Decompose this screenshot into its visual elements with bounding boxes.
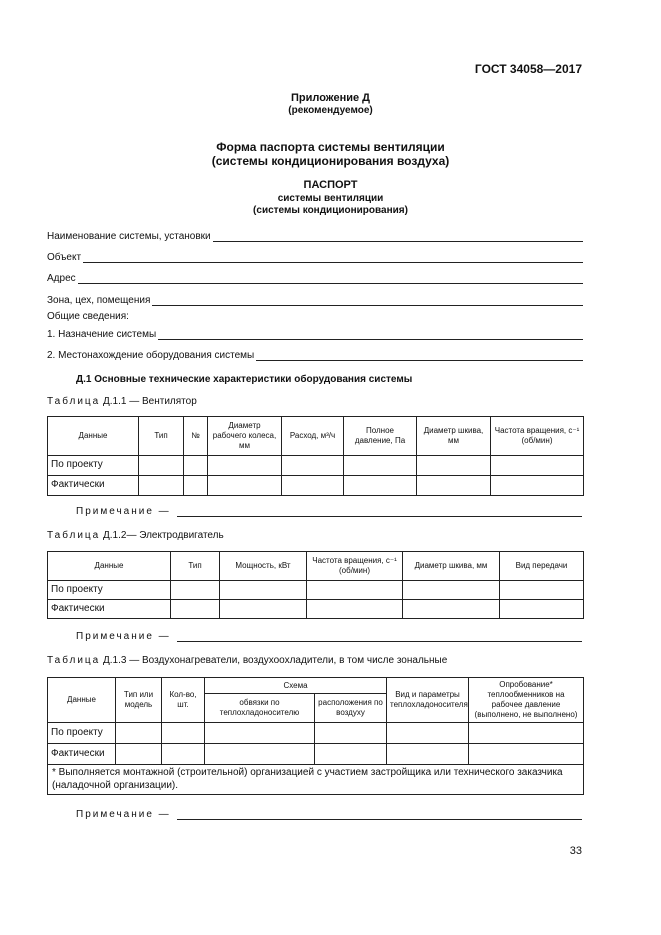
header-cell: Опробование* теплообменников на рабочее давление (выполнено, не выполнено) bbox=[469, 678, 584, 723]
fill-line[interactable] bbox=[177, 808, 582, 820]
header-cell: Тип bbox=[139, 417, 184, 456]
table-cell[interactable] bbox=[307, 600, 403, 619]
field-label: Объект bbox=[47, 252, 82, 263]
table-header-row bbox=[48, 417, 584, 456]
field-label: Зона, цех, помещения bbox=[47, 295, 151, 306]
header-cell: Полное давление, Па bbox=[344, 417, 417, 456]
table-cell[interactable] bbox=[500, 581, 584, 600]
table-header-row bbox=[48, 552, 584, 581]
table-fan bbox=[47, 416, 584, 496]
table-cell[interactable] bbox=[184, 476, 208, 496]
table3-note[interactable] bbox=[76, 806, 582, 820]
table-cell[interactable] bbox=[469, 723, 584, 744]
table-motor bbox=[47, 551, 584, 619]
table-footnote: * Выполняется монтажной (строительной) организацией с участием застройщика или технического заказчика (наладочной организации). bbox=[48, 765, 584, 795]
row-label: По проекту bbox=[48, 581, 171, 600]
table1-note[interactable] bbox=[76, 503, 582, 517]
passport-title: ПАСПОРТ bbox=[303, 179, 358, 191]
caption-prefix: Таблица bbox=[47, 530, 101, 541]
table-header-row bbox=[48, 678, 584, 694]
table-row bbox=[48, 456, 584, 476]
table-cell[interactable] bbox=[205, 744, 315, 765]
table-cell[interactable] bbox=[208, 456, 282, 476]
general-info-title: Общие сведения: bbox=[47, 311, 129, 322]
table3-caption bbox=[47, 655, 447, 666]
field-zone[interactable] bbox=[47, 292, 583, 306]
header-cell: Диаметр шкива, мм bbox=[417, 417, 491, 456]
header-cell: Тип bbox=[171, 552, 220, 581]
caption-rest: Д.1.3 — Воздухонагреватели, воздухоохладители, в том числе зональные bbox=[103, 655, 448, 666]
table-row bbox=[48, 476, 584, 496]
header-cell: Данные bbox=[48, 678, 116, 723]
row-label: По проекту bbox=[48, 723, 116, 744]
table-cell[interactable] bbox=[491, 476, 584, 496]
table-heaters bbox=[47, 677, 584, 795]
table-cell[interactable] bbox=[162, 723, 205, 744]
table-row bbox=[48, 744, 584, 765]
header-cell: Диаметр шкива, мм bbox=[403, 552, 500, 581]
table-cell[interactable] bbox=[282, 476, 344, 496]
table-cell[interactable] bbox=[344, 456, 417, 476]
table-cell[interactable] bbox=[139, 476, 184, 496]
field-object[interactable] bbox=[47, 249, 583, 263]
appendix-status: (рекомендуемое) bbox=[288, 105, 373, 116]
header-cell: Данные bbox=[48, 417, 139, 456]
field-location[interactable] bbox=[47, 347, 583, 361]
fill-line[interactable] bbox=[177, 505, 582, 517]
table-cell[interactable] bbox=[315, 723, 387, 744]
caption-prefix: Таблица bbox=[47, 655, 101, 666]
fill-line[interactable] bbox=[177, 630, 582, 642]
caption-rest: Д.1.2— Электродвигатель bbox=[103, 530, 224, 541]
field-purpose[interactable] bbox=[47, 326, 583, 340]
fill-line[interactable] bbox=[256, 349, 583, 361]
field-system-name[interactable] bbox=[47, 228, 583, 242]
header-cell: расположения по воздуху bbox=[315, 694, 387, 723]
table-cell[interactable] bbox=[417, 456, 491, 476]
section-d1-title: Д.1 Основные технические характеристики оборудования системы bbox=[76, 374, 413, 385]
header-cell: Диаметр рабочего колеса, мм bbox=[208, 417, 282, 456]
table-cell[interactable] bbox=[500, 600, 584, 619]
table2-note[interactable] bbox=[76, 628, 582, 642]
row-label: Фактически bbox=[48, 600, 171, 619]
header-cell: Тип или модель bbox=[116, 678, 162, 723]
fill-line[interactable] bbox=[83, 251, 583, 263]
header-cell: Мощность, кВт bbox=[220, 552, 307, 581]
table-cell[interactable] bbox=[184, 456, 208, 476]
caption-rest: Д.1.1 — Вентилятор bbox=[103, 396, 197, 407]
table-cell[interactable] bbox=[282, 456, 344, 476]
table-cell[interactable] bbox=[469, 744, 584, 765]
table2-caption bbox=[47, 530, 224, 541]
table-row bbox=[48, 723, 584, 744]
appendix-title: Приложение Д bbox=[291, 92, 370, 104]
row-label: По проекту bbox=[48, 456, 139, 476]
header-cell: Расход, м³/ч bbox=[282, 417, 344, 456]
passport-line2: (системы кондиционирования) bbox=[253, 205, 408, 216]
table-cell[interactable] bbox=[220, 600, 307, 619]
header-cell: Частота вращения, с⁻¹ (об/мин) bbox=[307, 552, 403, 581]
header-cell: Кол-во, шт. bbox=[162, 678, 205, 723]
note-label: Примечание — bbox=[76, 631, 171, 642]
field-label: Адрес bbox=[47, 273, 76, 284]
table-cell[interactable] bbox=[116, 744, 162, 765]
footnote-row bbox=[48, 765, 584, 795]
table-cell[interactable] bbox=[403, 600, 500, 619]
table-row bbox=[48, 581, 584, 600]
field-label: 1. Назначение системы bbox=[47, 329, 157, 340]
table-cell[interactable] bbox=[171, 581, 220, 600]
table-cell[interactable] bbox=[403, 581, 500, 600]
row-label: Фактически bbox=[48, 476, 139, 496]
table-row bbox=[48, 600, 584, 619]
header-cell: Данные bbox=[48, 552, 171, 581]
table1-caption bbox=[47, 396, 197, 407]
header-cell: Схема bbox=[205, 678, 387, 694]
caption-prefix: Таблица bbox=[47, 396, 101, 407]
field-address[interactable] bbox=[47, 270, 583, 284]
note-label: Примечание — bbox=[76, 809, 171, 820]
fill-line[interactable] bbox=[152, 294, 583, 306]
table-cell[interactable] bbox=[344, 476, 417, 496]
header-cell: № bbox=[184, 417, 208, 456]
table-cell[interactable] bbox=[220, 581, 307, 600]
header-cell: Вид передачи bbox=[500, 552, 584, 581]
row-label: Фактически bbox=[48, 744, 116, 765]
header-cell: Вид и параметры теплохладоносителя bbox=[387, 678, 469, 723]
table-cell[interactable] bbox=[205, 723, 315, 744]
table-cell[interactable] bbox=[387, 744, 469, 765]
table-cell[interactable] bbox=[307, 581, 403, 600]
table-cell[interactable] bbox=[139, 456, 184, 476]
header-cell: обвязки по теплохладоносителю bbox=[205, 694, 315, 723]
table-cell[interactable] bbox=[208, 476, 282, 496]
fill-line[interactable] bbox=[78, 272, 583, 284]
table-cell[interactable] bbox=[491, 456, 584, 476]
form-title-line1: Форма паспорта системы вентиляции bbox=[216, 140, 445, 154]
table-cell[interactable] bbox=[417, 476, 491, 496]
table-cell[interactable] bbox=[116, 723, 162, 744]
table-cell[interactable] bbox=[315, 744, 387, 765]
field-label: Наименование системы, установки bbox=[47, 231, 211, 242]
form-title-line2: (системы кондиционирования воздуха) bbox=[211, 154, 450, 168]
fill-line[interactable] bbox=[213, 230, 583, 242]
note-label: Примечание — bbox=[76, 506, 171, 517]
table-cell[interactable] bbox=[171, 600, 220, 619]
field-label: 2. Местонахождение оборудования системы bbox=[47, 350, 255, 361]
table-cell[interactable] bbox=[387, 723, 469, 744]
table-cell[interactable] bbox=[162, 744, 205, 765]
passport-line1: системы вентиляции bbox=[277, 193, 384, 204]
page-number: 33 bbox=[569, 845, 582, 857]
standard-number: ГОСТ 34058—2017 bbox=[474, 62, 582, 76]
header-cell: Частота вращения, с⁻¹ (об/мин) bbox=[491, 417, 584, 456]
fill-line[interactable] bbox=[158, 328, 583, 340]
